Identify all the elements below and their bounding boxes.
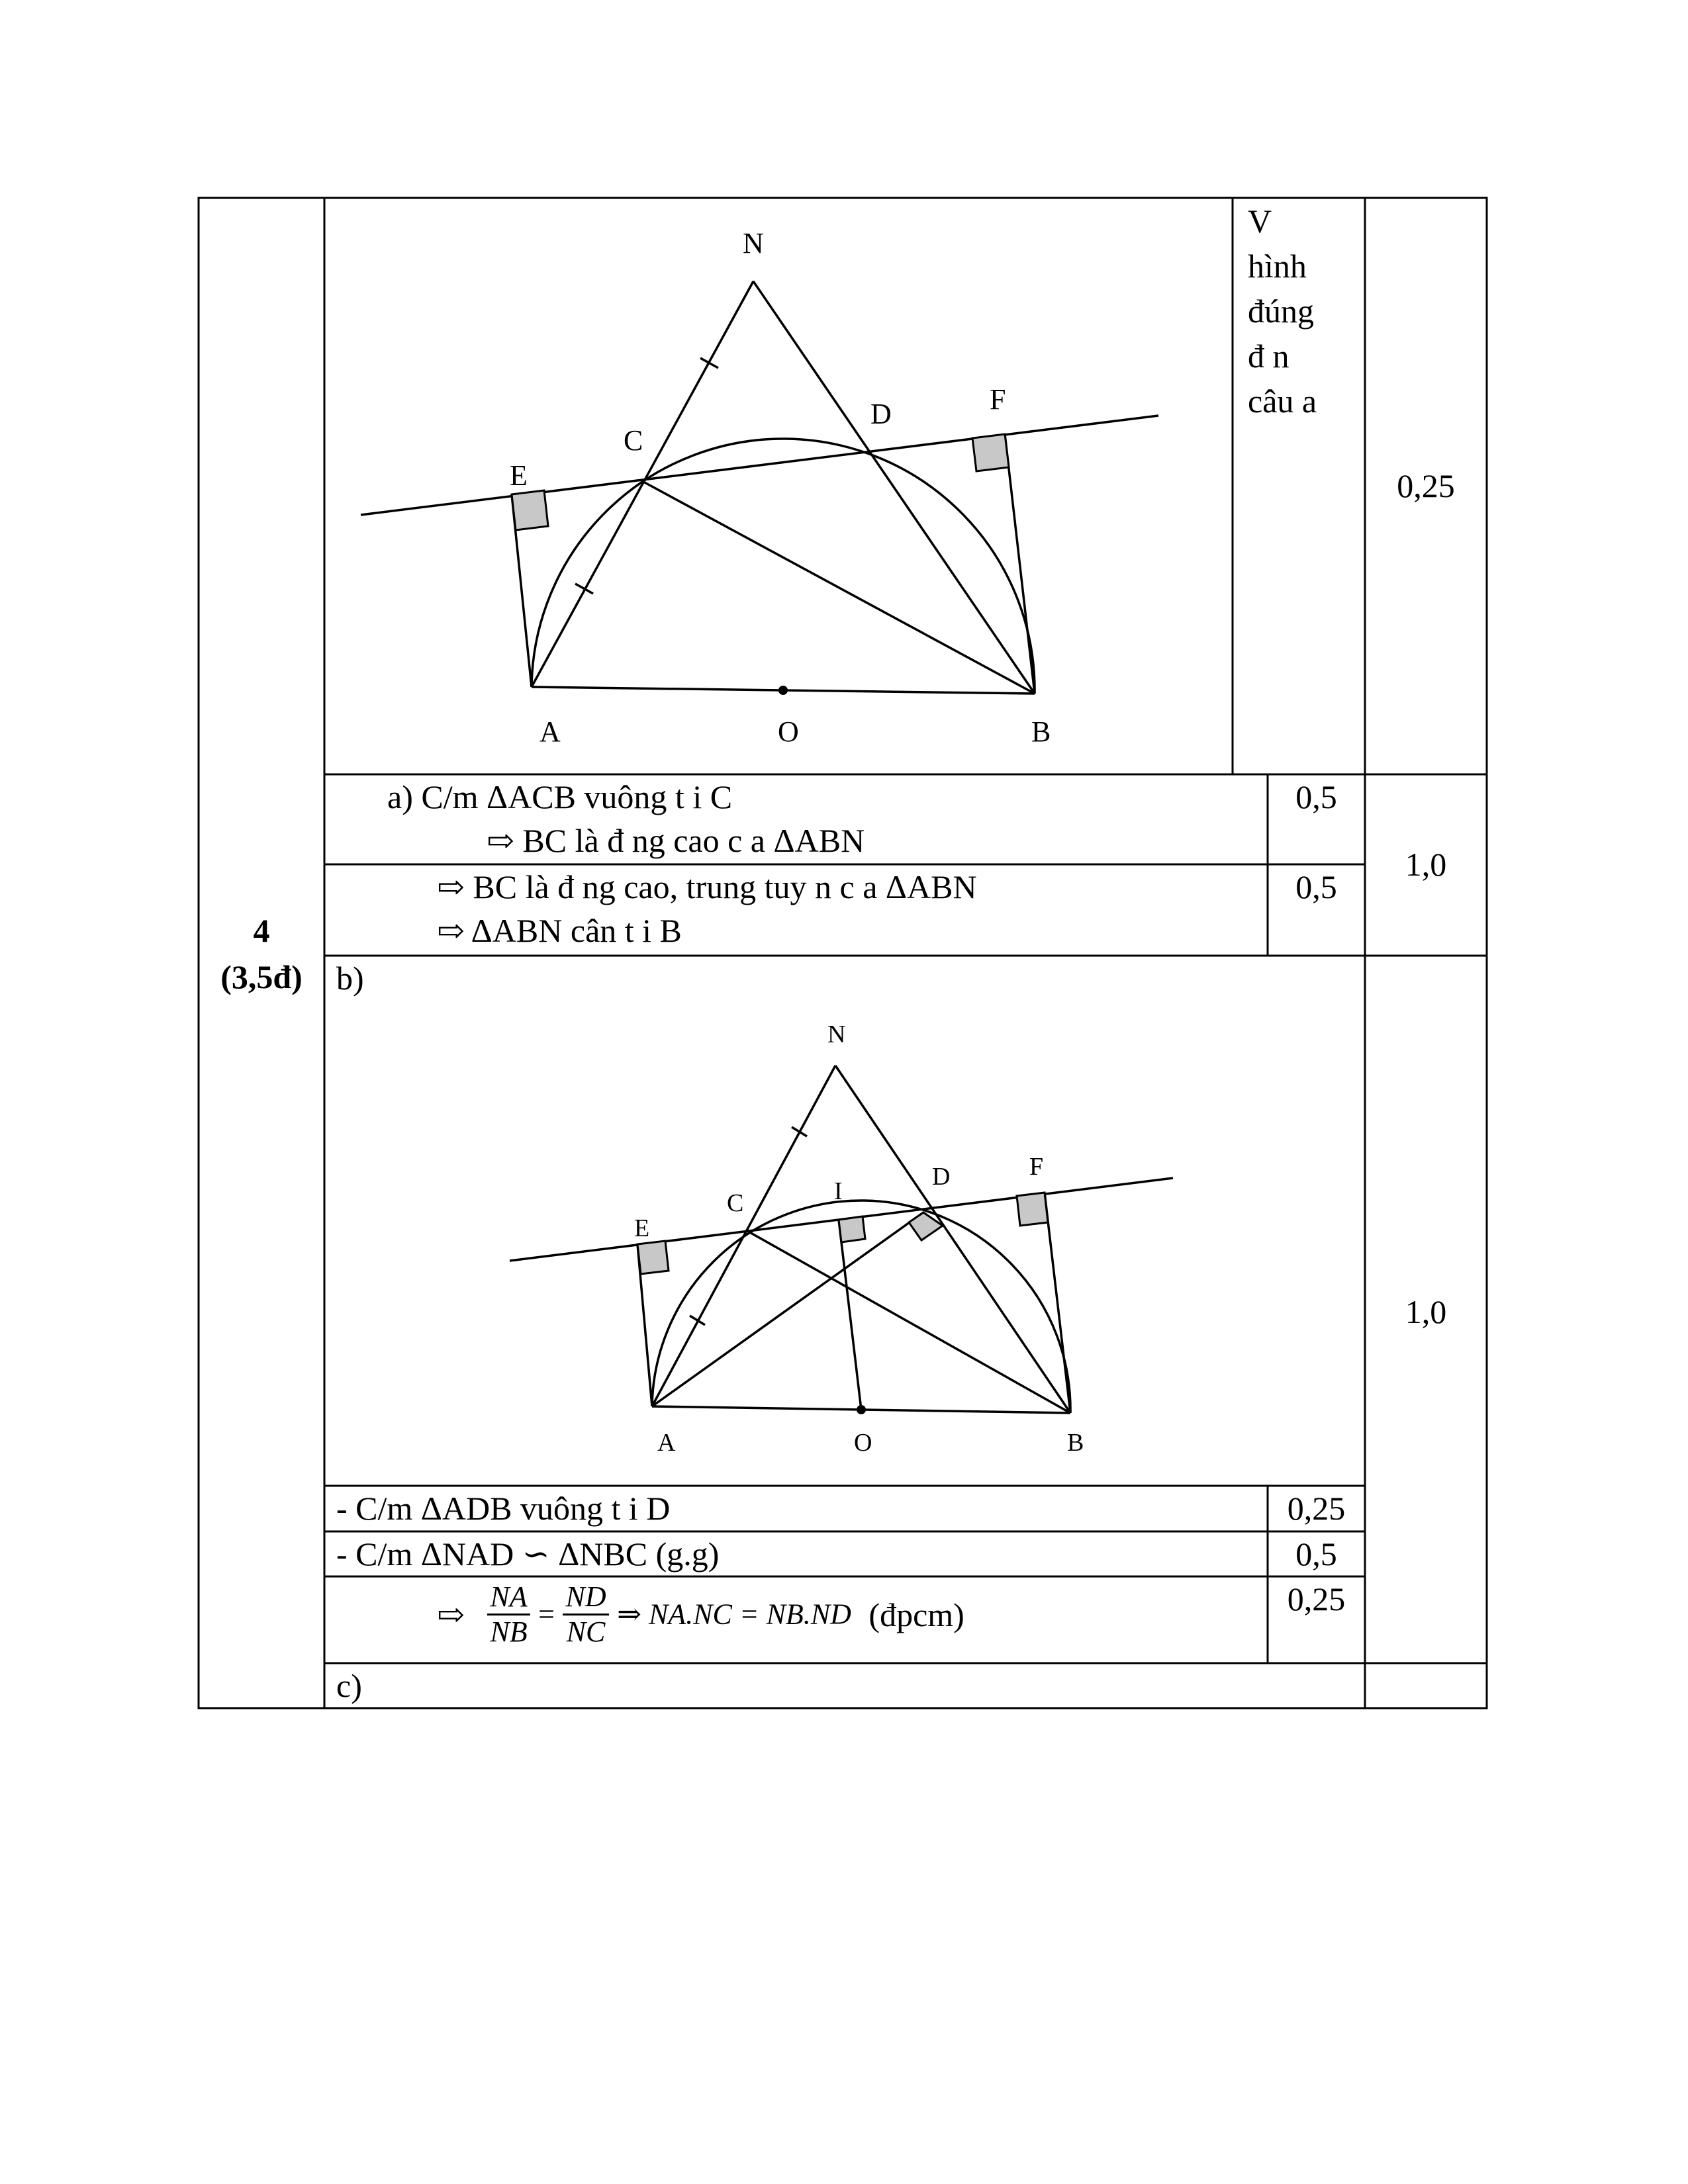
part-b-step2: - C/m ΔNAD ∽ ΔNBC (g.g) (336, 1535, 720, 1572)
fig2-label-f: F (1029, 1153, 1044, 1181)
figure-note-line: V (1248, 203, 1272, 240)
part-b-label: b) (336, 960, 364, 997)
part-c-label: c) (336, 1667, 362, 1704)
fig2-label-b: B (1067, 1429, 1084, 1457)
part-b-score2: 0,5 (1295, 1535, 1337, 1572)
fig1-label-d: D (870, 398, 892, 430)
part-a-line1: a) C/m ΔACB vuông t i C (387, 778, 733, 815)
fig2-label-n: N (827, 1021, 846, 1048)
figure-note-line: hình (1248, 248, 1307, 285)
question-points: (3,5đ) (220, 958, 303, 995)
fig1-label-c: C (624, 424, 643, 457)
fig1-label-o: O (778, 715, 799, 748)
figure-note-line: đúng (1248, 293, 1314, 330)
fig2-label-c: C (727, 1189, 744, 1217)
figure-note-line: câu a (1248, 383, 1317, 420)
fig1-label-f: F (990, 383, 1006, 416)
fig2-line-nb (835, 1066, 1070, 1413)
fig2-right-angle-f (1017, 1193, 1048, 1226)
score-figure: 0,25 (1397, 467, 1455, 504)
fig2-line-oi (839, 1220, 861, 1410)
fig2-point-o (857, 1405, 866, 1414)
part-b-step1: - C/m ΔADB vuông t i D (336, 1490, 671, 1527)
question-number: 4 (253, 912, 270, 949)
part-b-total: 1,0 (1405, 1293, 1447, 1330)
implies-arrow-icon: ⇨ (437, 912, 465, 949)
part-a-line4: ⇨ ΔABN cân t i B (437, 912, 682, 949)
fig2-label-a: A (657, 1429, 676, 1457)
fig2-right-angle-e (637, 1241, 669, 1274)
part-a-total: 1,0 (1405, 846, 1447, 883)
implies-arrow-icon: ⇨ (437, 868, 465, 905)
fig2-right-angle-i (839, 1216, 865, 1242)
implies-arrow-icon: ⇨ (487, 822, 514, 859)
fig1-label-a: A (539, 715, 561, 748)
equation-suffix: (đpcm) (868, 1596, 964, 1633)
fig1-label-b: B (1031, 715, 1051, 748)
part-a-line2: ⇨ BC là đ ng cao c a ΔABN (487, 822, 865, 859)
fig2-line-cb (747, 1231, 1070, 1413)
equation-result: ⇒ NA.NC = NB.ND (617, 1598, 851, 1631)
fig2-label-i: I (834, 1177, 843, 1205)
part-b-score3: 0,25 (1287, 1580, 1346, 1617)
fig2-label-e: E (634, 1214, 650, 1242)
figure-note-line: đ n (1248, 338, 1289, 375)
fraction-nd-nc: $\frac{ND}{NC}$ (563, 1580, 608, 1649)
implies-arrow-icon: ⇨ (437, 1596, 465, 1633)
fig1-label-e: E (510, 459, 528, 492)
fig2-label-o: O (854, 1429, 872, 1457)
fig2-line-ad (652, 1212, 923, 1406)
part-b-score1: 0,25 (1287, 1490, 1346, 1527)
part-a-line3: ⇨ BC là đ ng cao, trung tuy n c a ΔABN (437, 868, 977, 905)
fig2-label-d: D (932, 1163, 951, 1191)
fig1-label-n: N (743, 227, 764, 259)
part-a-score1: 0,5 (1295, 778, 1337, 815)
part-b-step3: ⇨ $\frac{NA}{NB}$ = $\frac{ND}{NC}$ ⇒ NA.NC = NB.ND (đpcm) (437, 1580, 964, 1648)
fraction-na-nb: $\frac{NA}{NB}$ (487, 1580, 530, 1649)
part-a-score2: 0,5 (1295, 868, 1337, 905)
